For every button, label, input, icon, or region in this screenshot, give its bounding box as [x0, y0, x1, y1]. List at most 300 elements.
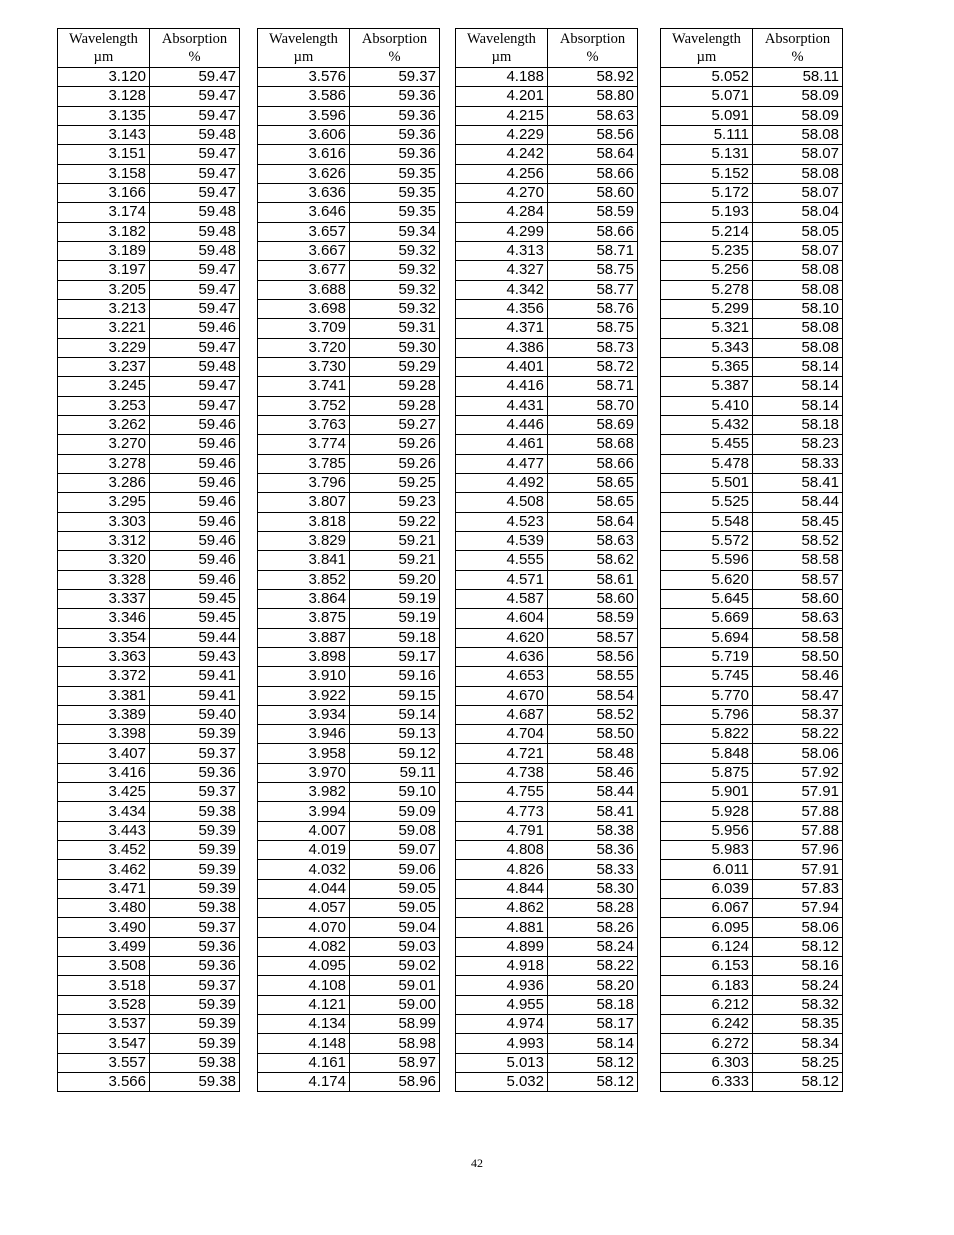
table-row — [58, 976, 240, 995]
absorption-header — [350, 29, 440, 68]
absorption-cell: 59.36 — [150, 937, 240, 956]
absorption-cell: 58.75 — [548, 261, 638, 280]
table-row — [456, 125, 638, 144]
absorption-cell: 57.92 — [753, 763, 843, 782]
wavelength-cell: 4.032 — [258, 860, 350, 879]
table-row — [58, 1015, 240, 1034]
absorption-cell: 59.41 — [150, 686, 240, 705]
absorption-cell: 58.71 — [548, 377, 638, 396]
wavelength-cell: 5.956 — [661, 821, 753, 840]
absorption-cell: 59.13 — [350, 725, 440, 744]
table-row — [661, 435, 843, 454]
table-row — [58, 918, 240, 937]
wavelength-header — [661, 29, 753, 68]
absorption-cell: 59.38 — [150, 1073, 240, 1092]
table-row — [58, 68, 240, 87]
table-row — [661, 415, 843, 434]
table-row — [456, 705, 638, 724]
wavelength-cell: 4.095 — [258, 957, 350, 976]
table-row — [661, 531, 843, 550]
absorption-cell: 58.58 — [753, 628, 843, 647]
table-row — [661, 860, 843, 879]
absorption-cell: 59.39 — [150, 841, 240, 860]
wavelength-cell: 4.670 — [456, 686, 548, 705]
wavelength-cell: 3.182 — [58, 222, 150, 241]
absorption-cell: 58.80 — [548, 87, 638, 106]
table-row — [661, 957, 843, 976]
absorption-cell: 58.99 — [350, 1015, 440, 1034]
absorption-cell: 59.47 — [150, 280, 240, 299]
absorption-cell: 59.47 — [150, 299, 240, 318]
wavelength-cell: 4.270 — [456, 183, 548, 202]
wavelength-cell: 3.221 — [58, 319, 150, 338]
table-row — [456, 628, 638, 647]
wavelength-cell: 5.278 — [661, 280, 753, 299]
wavelength-cell: 3.143 — [58, 125, 150, 144]
wavelength-cell: 3.213 — [58, 299, 150, 318]
table-row — [456, 87, 638, 106]
absorption-cell: 58.66 — [548, 454, 638, 473]
absorption-label: Absorption — [161, 31, 228, 47]
wavelength-cell: 3.946 — [258, 725, 350, 744]
absorption-cell: 59.47 — [150, 261, 240, 280]
table-row — [456, 995, 638, 1014]
table-row — [258, 106, 440, 125]
wavelength-cell: 3.958 — [258, 744, 350, 763]
wavelength-cell: 5.822 — [661, 725, 753, 744]
wavelength-cell: 5.343 — [661, 338, 753, 357]
absorption-cell: 57.88 — [753, 821, 843, 840]
table-row — [258, 1073, 440, 1092]
absorption-header — [548, 29, 638, 68]
wavelength-cell: 4.571 — [456, 570, 548, 589]
absorption-cell: 58.23 — [753, 435, 843, 454]
wavelength-cell: 6.333 — [661, 1073, 753, 1092]
table-row — [258, 319, 440, 338]
absorption-cell: 59.46 — [150, 551, 240, 570]
table-row — [661, 899, 843, 918]
absorption-cell: 58.38 — [548, 821, 638, 840]
table-row — [258, 261, 440, 280]
absorption-cell: 59.46 — [150, 570, 240, 589]
absorption-cell: 58.76 — [548, 299, 638, 318]
table-row — [661, 551, 843, 570]
wavelength-cell: 4.636 — [456, 647, 548, 666]
wavelength-cell: 3.303 — [58, 512, 150, 531]
wavelength-cell: 4.808 — [456, 841, 548, 860]
absorption-cell: 59.39 — [150, 995, 240, 1014]
wavelength-cell: 4.242 — [456, 145, 548, 164]
absorption-cell: 58.64 — [548, 512, 638, 531]
table-row — [258, 125, 440, 144]
absorption-cell: 58.59 — [548, 203, 638, 222]
absorption-cell: 59.14 — [350, 705, 440, 724]
absorption-cell: 59.09 — [350, 802, 440, 821]
table-row — [58, 106, 240, 125]
wavelength-cell: 3.785 — [258, 454, 350, 473]
table-row — [456, 261, 638, 280]
wavelength-cell: 3.606 — [258, 125, 350, 144]
wavelength-cell: 5.410 — [661, 396, 753, 415]
wavelength-cell: 3.709 — [258, 319, 350, 338]
absorption-cell: 58.12 — [548, 1053, 638, 1072]
absorption-cell: 59.21 — [350, 531, 440, 550]
absorption-cell: 59.45 — [150, 609, 240, 628]
wavelength-cell: 3.462 — [58, 860, 150, 879]
absorption-cell: 58.59 — [548, 609, 638, 628]
wavelength-cell: 3.677 — [258, 261, 350, 280]
wavelength-cell: 3.270 — [58, 435, 150, 454]
absorption-cell: 59.29 — [350, 357, 440, 376]
absorption-cell: 59.43 — [150, 647, 240, 666]
table-row — [58, 319, 240, 338]
wavelength-cell: 5.131 — [661, 145, 753, 164]
absorption-cell: 59.05 — [350, 899, 440, 918]
absorption-cell: 59.36 — [350, 87, 440, 106]
absorption-cell: 58.08 — [753, 280, 843, 299]
absorption-cell: 58.54 — [548, 686, 638, 705]
table-row — [456, 570, 638, 589]
absorption-cell: 58.14 — [548, 1034, 638, 1053]
absorption-cell: 59.28 — [350, 377, 440, 396]
wavelength-cell: 5.875 — [661, 763, 753, 782]
wavelength-cell: 5.071 — [661, 87, 753, 106]
absorption-cell: 57.94 — [753, 899, 843, 918]
table-row — [258, 667, 440, 686]
table-row — [58, 473, 240, 492]
wavelength-cell: 4.721 — [456, 744, 548, 763]
wavelength-cell: 5.548 — [661, 512, 753, 531]
wavelength-unit: µm — [93, 49, 114, 65]
wavelength-cell: 3.407 — [58, 744, 150, 763]
wavelength-cell: 3.994 — [258, 802, 350, 821]
table-row — [456, 899, 638, 918]
table-row — [661, 918, 843, 937]
wavelength-cell: 4.148 — [258, 1034, 350, 1053]
table-row — [58, 879, 240, 898]
wavelength-cell: 4.523 — [456, 512, 548, 531]
wavelength-cell: 5.172 — [661, 183, 753, 202]
table-row — [258, 686, 440, 705]
absorption-cell: 59.23 — [350, 493, 440, 512]
wavelength-cell: 5.052 — [661, 68, 753, 87]
table-row — [58, 841, 240, 860]
absorption-cell: 59.31 — [350, 319, 440, 338]
absorption-unit: % — [188, 49, 201, 65]
wavelength-cell: 3.841 — [258, 551, 350, 570]
table-row — [456, 280, 638, 299]
table-row — [58, 860, 240, 879]
wavelength-cell: 5.620 — [661, 570, 753, 589]
wavelength-cell: 3.576 — [258, 68, 350, 87]
absorption-cell: 59.48 — [150, 222, 240, 241]
wavelength-cell: 4.057 — [258, 899, 350, 918]
wavelength-cell: 3.205 — [58, 280, 150, 299]
absorption-cell: 58.09 — [753, 106, 843, 125]
table-row — [661, 841, 843, 860]
wavelength-cell: 3.934 — [258, 705, 350, 724]
absorption-cell: 58.09 — [753, 87, 843, 106]
wavelength-label: Wavelength — [269, 31, 338, 47]
wavelength-cell: 4.188 — [456, 68, 548, 87]
table-row — [661, 106, 843, 125]
absorption-cell: 58.18 — [548, 995, 638, 1014]
wavelength-unit: µm — [293, 49, 314, 65]
table-row — [258, 937, 440, 956]
table-row — [258, 493, 440, 512]
wavelength-cell: 5.321 — [661, 319, 753, 338]
wavelength-cell: 6.124 — [661, 937, 753, 956]
table-row — [456, 860, 638, 879]
absorption-cell: 59.37 — [150, 918, 240, 937]
table-row — [456, 725, 638, 744]
absorption-cell: 58.63 — [548, 106, 638, 125]
absorption-cell: 57.91 — [753, 783, 843, 802]
wavelength-cell: 4.201 — [456, 87, 548, 106]
wavelength-cell: 4.620 — [456, 628, 548, 647]
table-row — [258, 338, 440, 357]
wavelength-cell: 6.303 — [661, 1053, 753, 1072]
wavelength-cell: 6.039 — [661, 879, 753, 898]
wavelength-cell: 4.881 — [456, 918, 548, 937]
table-row — [661, 821, 843, 840]
wavelength-cell: 4.108 — [258, 976, 350, 995]
wavelength-cell: 6.242 — [661, 1015, 753, 1034]
wavelength-cell: 4.070 — [258, 918, 350, 937]
wavelength-label: Wavelength — [672, 31, 741, 47]
wavelength-cell: 3.381 — [58, 686, 150, 705]
table-row — [58, 763, 240, 782]
absorption-cell: 59.26 — [350, 454, 440, 473]
absorption-cell: 59.11 — [350, 763, 440, 782]
absorption-cell: 57.96 — [753, 841, 843, 860]
wavelength-cell: 4.229 — [456, 125, 548, 144]
wavelength-cell: 4.019 — [258, 841, 350, 860]
table-row — [58, 667, 240, 686]
wavelength-cell: 3.596 — [258, 106, 350, 125]
table-row — [661, 628, 843, 647]
table-row — [661, 145, 843, 164]
absorption-cell: 58.46 — [548, 763, 638, 782]
absorption-cell: 59.32 — [350, 280, 440, 299]
table-row — [456, 415, 638, 434]
wavelength-cell: 3.262 — [58, 415, 150, 434]
absorption-cell: 59.39 — [150, 860, 240, 879]
table-row — [661, 164, 843, 183]
table-row — [258, 783, 440, 802]
table-row — [258, 860, 440, 879]
table-row — [661, 222, 843, 241]
absorption-unit: % — [586, 49, 599, 65]
absorption-cell: 58.08 — [753, 319, 843, 338]
table-row — [58, 551, 240, 570]
table-row — [456, 841, 638, 860]
table-row — [456, 976, 638, 995]
wavelength-cell: 3.657 — [258, 222, 350, 241]
absorption-cell: 58.25 — [753, 1053, 843, 1072]
absorption-cell: 59.35 — [350, 203, 440, 222]
absorption-cell: 58.24 — [753, 976, 843, 995]
absorption-cell: 58.65 — [548, 473, 638, 492]
table-row — [58, 493, 240, 512]
absorption-cell: 58.65 — [548, 493, 638, 512]
table-row — [58, 454, 240, 473]
wavelength-cell: 4.284 — [456, 203, 548, 222]
table-row — [456, 589, 638, 608]
wavelength-cell: 5.455 — [661, 435, 753, 454]
wavelength-cell: 4.844 — [456, 879, 548, 898]
table-row — [58, 435, 240, 454]
wavelength-cell: 4.342 — [456, 280, 548, 299]
absorption-cell: 58.52 — [753, 531, 843, 550]
wavelength-cell: 4.371 — [456, 319, 548, 338]
wavelength-cell: 3.416 — [58, 763, 150, 782]
wavelength-cell: 4.134 — [258, 1015, 350, 1034]
table-row — [456, 918, 638, 937]
absorption-cell: 58.60 — [548, 589, 638, 608]
wavelength-cell: 3.320 — [58, 551, 150, 570]
table-row — [456, 609, 638, 628]
wavelength-cell: 5.694 — [661, 628, 753, 647]
table-row — [661, 647, 843, 666]
absorption-cell: 58.66 — [548, 164, 638, 183]
absorption-label: Absorption — [559, 31, 626, 47]
wavelength-cell: 5.572 — [661, 531, 753, 550]
table-row — [661, 280, 843, 299]
table-row — [58, 241, 240, 260]
table-row — [456, 744, 638, 763]
table-row — [258, 841, 440, 860]
absorption-cell: 58.08 — [753, 338, 843, 357]
table-row — [258, 145, 440, 164]
wavelength-cell: 4.539 — [456, 531, 548, 550]
wavelength-cell: 3.128 — [58, 87, 150, 106]
wavelength-cell: 3.698 — [258, 299, 350, 318]
table-row — [661, 493, 843, 512]
wavelength-cell: 3.852 — [258, 570, 350, 589]
absorption-cell: 59.34 — [350, 222, 440, 241]
absorption-cell: 59.47 — [150, 164, 240, 183]
wavelength-cell: 4.161 — [258, 1053, 350, 1072]
table-row — [58, 1073, 240, 1092]
table-row — [456, 1034, 638, 1053]
wavelength-cell: 3.557 — [58, 1053, 150, 1072]
table-row — [661, 763, 843, 782]
wavelength-cell: 5.013 — [456, 1053, 548, 1072]
wavelength-cell: 5.745 — [661, 667, 753, 686]
table-row — [456, 551, 638, 570]
wavelength-cell: 3.720 — [258, 338, 350, 357]
wavelength-cell: 4.431 — [456, 396, 548, 415]
wavelength-cell: 5.719 — [661, 647, 753, 666]
absorption-cell: 58.56 — [548, 125, 638, 144]
wavelength-cell: 4.313 — [456, 241, 548, 260]
table-row — [58, 744, 240, 763]
table-row — [456, 145, 638, 164]
wavelength-cell: 3.328 — [58, 570, 150, 589]
absorption-cell: 59.32 — [350, 241, 440, 260]
absorption-cell: 58.56 — [548, 647, 638, 666]
absorption-cell: 59.46 — [150, 435, 240, 454]
wavelength-cell: 4.174 — [258, 1073, 350, 1092]
wavelength-cell: 3.898 — [258, 647, 350, 666]
absorption-cell: 59.36 — [150, 957, 240, 976]
table-row — [456, 1053, 638, 1072]
wavelength-cell: 3.346 — [58, 609, 150, 628]
absorption-unit: % — [388, 49, 401, 65]
wavelength-cell: 5.901 — [661, 783, 753, 802]
absorption-cell: 59.05 — [350, 879, 440, 898]
wavelength-cell: 4.974 — [456, 1015, 548, 1034]
table-row — [58, 512, 240, 531]
absorption-cell: 58.14 — [753, 357, 843, 376]
wavelength-cell: 3.829 — [258, 531, 350, 550]
table-row — [258, 183, 440, 202]
absorption-cell: 58.14 — [753, 377, 843, 396]
absorption-cell: 59.47 — [150, 68, 240, 87]
table-row — [661, 995, 843, 1014]
wavelength-cell: 4.993 — [456, 1034, 548, 1053]
wavelength-header — [258, 29, 350, 68]
absorption-cell: 59.02 — [350, 957, 440, 976]
absorption-cell: 58.77 — [548, 280, 638, 299]
absorption-cell: 58.69 — [548, 415, 638, 434]
absorption-cell: 58.26 — [548, 918, 638, 937]
table-row — [661, 705, 843, 724]
wavelength-cell: 3.490 — [58, 918, 150, 937]
table-row — [58, 203, 240, 222]
absorption-cell: 59.47 — [150, 338, 240, 357]
absorption-cell: 58.63 — [548, 531, 638, 550]
absorption-cell: 58.18 — [753, 415, 843, 434]
table-row — [456, 164, 638, 183]
page-number: 42 — [471, 1156, 483, 1170]
absorption-cell: 59.07 — [350, 841, 440, 860]
table-row — [58, 725, 240, 744]
absorption-unit: % — [791, 49, 804, 65]
table-row — [58, 995, 240, 1014]
wavelength-cell: 4.604 — [456, 609, 548, 628]
table-row — [456, 454, 638, 473]
absorption-header — [150, 29, 240, 68]
table-row — [661, 725, 843, 744]
absorption-cell: 59.36 — [350, 106, 440, 125]
wavelength-cell: 3.434 — [58, 802, 150, 821]
absorption-cell: 58.08 — [753, 261, 843, 280]
absorption-header — [753, 29, 843, 68]
table-row — [456, 879, 638, 898]
table-row — [58, 531, 240, 550]
absorption-cell: 59.30 — [350, 338, 440, 357]
wavelength-cell: 4.918 — [456, 957, 548, 976]
absorption-cell: 58.92 — [548, 68, 638, 87]
table-row — [661, 125, 843, 144]
absorption-cell: 59.21 — [350, 551, 440, 570]
header-row — [258, 29, 440, 68]
table-row — [661, 667, 843, 686]
wavelength-cell: 3.245 — [58, 377, 150, 396]
wavelength-cell: 3.688 — [258, 280, 350, 299]
absorption-cell: 59.44 — [150, 628, 240, 647]
table-row — [661, 1053, 843, 1072]
table-row — [258, 377, 440, 396]
wavelength-cell: 6.011 — [661, 860, 753, 879]
absorption-cell: 59.10 — [350, 783, 440, 802]
absorption-cell: 59.06 — [350, 860, 440, 879]
table-row — [661, 357, 843, 376]
table-row — [661, 377, 843, 396]
absorption-cell: 58.10 — [753, 299, 843, 318]
